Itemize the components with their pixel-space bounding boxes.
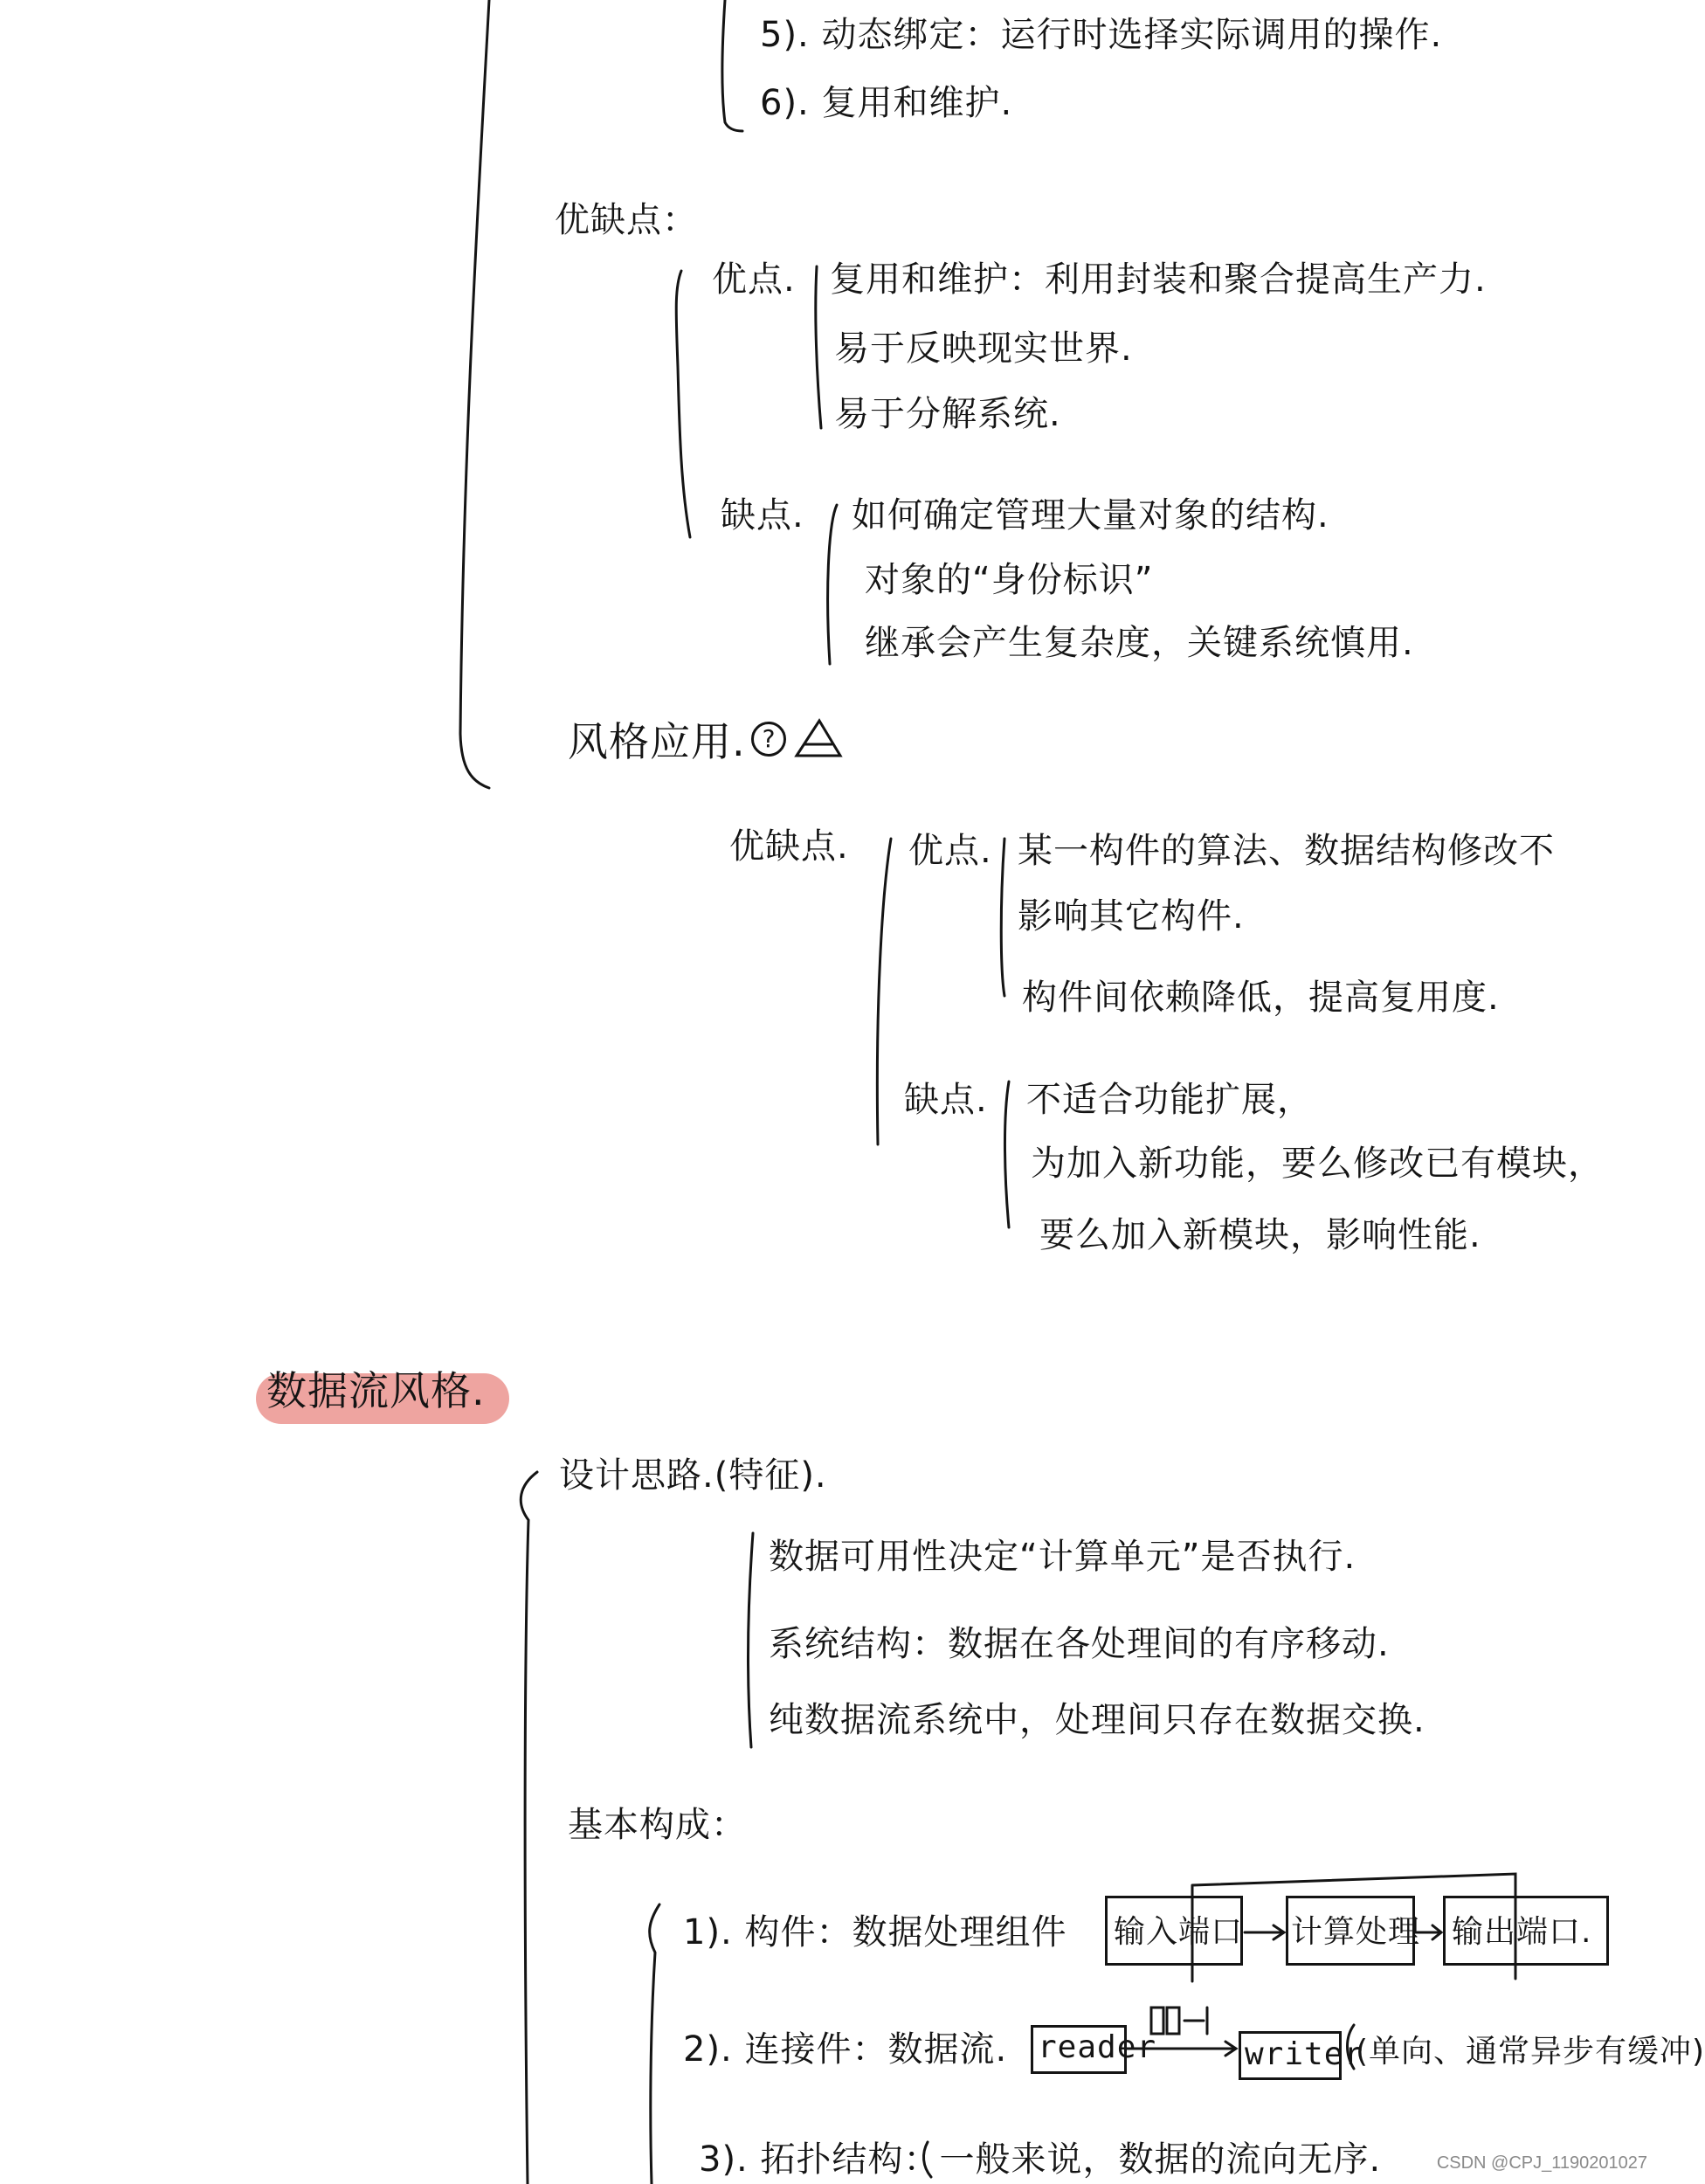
proc-pros-item-3: 构件间依赖降低，提高复用度. [1022, 978, 1500, 1018]
oop-pros-item-2: 易于反映现实世界. [834, 328, 1133, 369]
oop-pros-label: 优点. [712, 259, 796, 300]
comp2-note: (单向、通常异步有缓冲) [1356, 2034, 1705, 2070]
proc-cons-item-1: 不适合功能扩展， [1026, 1080, 1313, 1120]
dataflow-bracket [521, 1472, 537, 2184]
top-item-5: 5). 动态绑定：运行时选择实际调用的操作. [760, 15, 1443, 55]
proc-pros-item-1: 某一构件的算法、数据结构修改不 [1018, 831, 1555, 871]
top-item-6: 6). 复用和维护. [760, 83, 1013, 123]
style-application-label: 风格应用. [568, 718, 746, 765]
question-circle-icon: ? [751, 722, 786, 757]
proc-pros-bracket [1001, 839, 1004, 996]
arrow-in-proc [1245, 1925, 1284, 1939]
oop-proscons-heading: 优缺点： [555, 200, 698, 240]
design-item-3: 纯数据流系统中，处理间只存在数据交换. [769, 1700, 1425, 1740]
watermark: CSDN @CPJ_1190201027 [1436, 2153, 1647, 2173]
comp1-text: 1). 构件：数据处理组件 [683, 1912, 1067, 1952]
design-label: 设计思路.(特征). [559, 1455, 827, 1496]
reader-label: reader [1038, 2029, 1157, 2065]
oop-cons-item-1: 如何确定管理大量对象的结构. [852, 495, 1329, 536]
proc-cons-item-3: 要么加入新模块，影响性能. [1039, 1215, 1481, 1255]
proc-cons-label: 缺点. [904, 1080, 988, 1120]
design-bracket [748, 1533, 753, 1747]
oop-cons-bracket [828, 505, 837, 664]
compute-label: 计算处理 [1291, 1914, 1421, 1950]
writer-label: writer [1245, 2036, 1364, 2072]
design-item-2: 系统结构：数据在各处理间的有序移动. [769, 1624, 1390, 1664]
buffer-mark [1151, 2008, 1207, 2034]
oop-cons-label: 缺点. [721, 495, 804, 536]
proc-bracket [877, 839, 891, 1144]
basic-bracket [650, 1904, 659, 2184]
input-port-label: 输入端口 [1114, 1914, 1244, 1950]
proc-proscons-heading: 优缺点. [729, 826, 849, 867]
oop-pros-item-3: 易于分解系统. [834, 394, 1061, 434]
dataflow-title: 数据流风格. [266, 1367, 486, 1414]
oop-cons-item-3: 继承会产生复杂度，关键系统慎用. [865, 623, 1414, 663]
output-port-label: 输出端口. [1452, 1914, 1592, 1950]
comp2-text: 2). 连接件：数据流. [683, 2029, 1008, 2070]
proc-cons-item-2: 为加入新功能，要么修改已有模块， [1031, 1144, 1604, 1184]
design-item-1: 数据可用性决定“计算单元”是否执行. [769, 1537, 1356, 1577]
basic-label: 基本构成： [568, 1805, 747, 1845]
oop-bracket [676, 271, 690, 537]
triangle-mark [797, 721, 840, 756]
top-bracket-line [722, 0, 742, 131]
proc-pros-label: 优点. [908, 831, 992, 871]
proc-cons-bracket [1004, 1082, 1009, 1227]
proc-pros-item-2: 影响其它构件. [1018, 896, 1245, 936]
oop-cons-item-2: 对象的“身份标识” [865, 560, 1154, 600]
oop-pros-bracket [816, 266, 821, 428]
oop-pros-item-1: 复用和维护：利用封装和聚合提高生产力. [830, 259, 1487, 300]
comp3-text: 3). 拓扑结构：一般来说，数据的流向无序. [699, 2139, 1382, 2180]
main-bracket-line [460, 0, 489, 788]
